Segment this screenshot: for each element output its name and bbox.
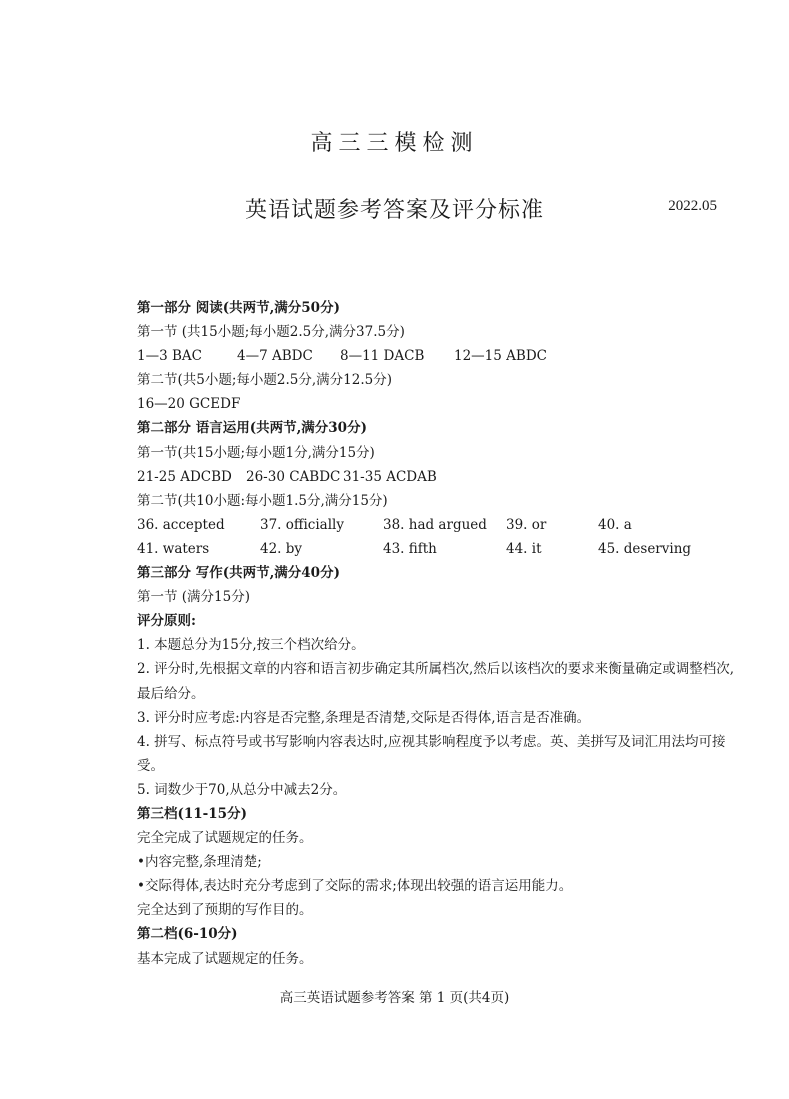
tier2-line: 基本完成了试题规定的任务。	[137, 950, 313, 967]
fill-answer: 37. officially	[260, 516, 344, 533]
answer-group: 26-30 CABDC	[246, 468, 341, 485]
document-subtitle: 英语试题参考答案及评分标准	[244, 198, 544, 223]
part1-sec1-label: 第一节 (共15小题;每小题2.5分,满分37.5分)	[137, 324, 405, 341]
part2-sec1-answers	[137, 465, 737, 489]
page-footer: 高三英语试题参考答案 第 1 页(共4页)	[279, 990, 510, 1006]
fill-answer: 41. waters	[137, 540, 210, 557]
part1-sec1-answers	[137, 344, 737, 368]
answer-group: 8—11 DACB	[340, 348, 425, 365]
part2-sec2-row2	[137, 537, 737, 561]
principle-item: 4. 拼写、标点符号或书写影响内容表达时,应视其影响程度予以考虑。英、美拼写及词汇用法均可接受。	[137, 733, 726, 774]
answer-group: 21-25 ADCBD	[137, 468, 232, 485]
answer-group: 31-35 ACDAB	[343, 468, 437, 485]
part3-sec1-label: 第一节 (满分15分)	[137, 589, 251, 606]
fill-answer: 38. had argued	[383, 516, 487, 533]
part1-sec2-label: 第二节(共5小题;每小题2.5分,满分12.5分)	[137, 372, 392, 389]
tier3-line: •交际得体,表达时充分考虑到了交际的需求;体现出较强的语言运用能力。	[137, 878, 573, 895]
part2-sec1-label: 第一节(共15小题;每小题1分,满分15分)	[137, 444, 375, 461]
principle-item: 3. 评分时应考虑:内容是否完整,条理是否清楚,交际是否得体,语言是否准确。	[137, 709, 591, 726]
principle-item: 2. 评分时,先根据文章的内容和语言初步确定其所属档次,然后以该档次的要求来衡量确定或调整档次,最后给分。	[137, 661, 735, 702]
answer-group: 4—7 ABDC	[237, 348, 313, 365]
answer-group: 12—15 ABDC	[454, 348, 547, 365]
fill-answer: 39. or	[506, 516, 547, 533]
part2-heading: 第二部分 语言运用(共两节,满分30分)	[137, 420, 367, 437]
fill-answer: 43. fifth	[383, 540, 437, 557]
document-title: 高三三模检测	[310, 131, 479, 156]
answer-key-body	[137, 296, 737, 971]
fill-answer: 42. by	[260, 540, 303, 557]
part2-sec2-row1	[137, 513, 737, 537]
part1-sec2-answers: 16—20 GCEDF	[137, 396, 241, 413]
fill-answer: 44. it	[506, 540, 542, 557]
principle-item: 1. 本题总分为15分,按三个档次给分。	[137, 637, 365, 654]
fill-answer: 36. accepted	[137, 516, 225, 533]
tier3-line: 完全达到了预期的写作目的。	[137, 902, 313, 919]
tier3-line: •内容完整,条理清楚;	[137, 854, 262, 871]
fill-answer: 45. deserving	[598, 540, 692, 557]
tier3-line: 完全完成了试题规定的任务。	[137, 830, 313, 847]
part3-heading: 第三部分 写作(共两节,满分40分)	[137, 565, 340, 582]
answer-group: 1—3 BAC	[137, 348, 202, 365]
principle-item: 5. 词数少于70,从总分中减去2分。	[137, 781, 347, 798]
part1-heading: 第一部分 阅读(共两节,满分50分)	[137, 300, 340, 316]
tier2-label: 第二档(6-10分)	[137, 926, 238, 943]
document-date: 2022.05	[668, 198, 717, 214]
scoring-principles-label: 评分原则:	[137, 613, 196, 630]
part2-sec2-label: 第二节(共10小题:每小题1.5分,满分15分)	[137, 492, 388, 509]
tier3-label: 第三档(11-15分)	[137, 805, 247, 822]
fill-answer: 40. a	[598, 516, 632, 533]
